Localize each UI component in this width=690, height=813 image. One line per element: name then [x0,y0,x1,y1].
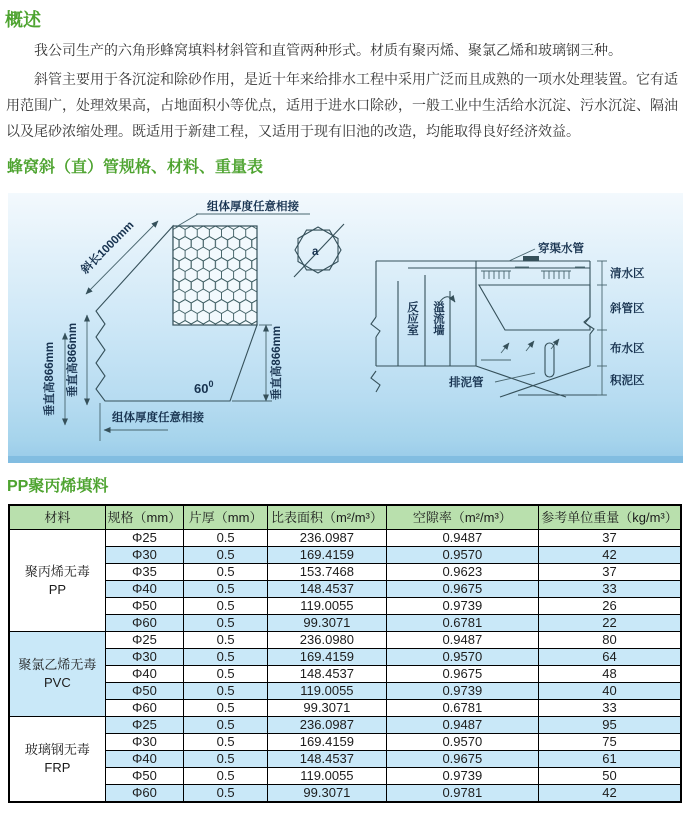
unit-weight-cell: 80 [539,632,681,649]
table-row [9,768,681,785]
perforated-pipes [481,267,585,279]
table-row [9,530,681,547]
zone-label-distribution: 布水区 [610,343,645,355]
unit-weight-cell: 33 [539,700,681,717]
voidage-cell: 0.6781 [386,615,538,632]
vertical-height-left-outer-label: 垂直高866mm [44,341,56,417]
table-header-row [9,505,681,530]
table-row [9,581,681,598]
overview-paragraph-2: 斜管主要用于各沉淀和除砂作用，是近十年来给排水工程中采用广泛而且成熟的一项水处理装置。它有适用范围广，处理效果高，占地面积小等优点，适用于进水口除砂，一般工业中生活给水沉淀、污水沉淀、隔油以及尾砂浓缩处理。既适用于新建工程，又适用于现有旧池的改造，均能取得良好经济效益。 [6,71,678,139]
diagram-panel [8,193,683,463]
spec-table [8,504,682,803]
thickness-cell: 0.5 [184,632,268,649]
surface-area-cell: 119.0055 [268,768,386,785]
unit-weight-cell: 75 [539,734,681,751]
thickness-cell: 0.5 [184,785,268,803]
thickness-cell: 0.5 [184,700,268,717]
surface-area-cell: 119.0055 [268,598,386,615]
voidage-cell: 0.9781 [386,785,538,803]
surface-area-cell: 148.4537 [268,666,386,683]
thickness-cell: 0.5 [184,683,268,700]
table-row [9,615,681,632]
zone-dimension [597,261,607,395]
unit-weight-cell: 42 [539,785,681,803]
voidage-cell: 0.9739 [386,598,538,615]
inclined-tube-zone [479,285,590,330]
material-cell: 聚丙烯无毒 PP [9,530,105,632]
thickness-cell: 0.5 [184,717,268,734]
header-spec: 规格（mm） [105,505,183,530]
flow-arrows [481,339,559,360]
voidage-cell: 0.9487 [386,632,538,649]
angle-label: $60^0$ [194,379,214,396]
table-section-title: PP聚丙烯填料 [7,478,109,495]
table-row [9,649,681,666]
surface-area-cell: 119.0055 [268,683,386,700]
tank-diagram [353,193,683,456]
spec-cell: Φ25 [105,530,183,547]
table-row [9,785,681,803]
overflow-wall-label: 溢流墙 [432,301,444,336]
spec-cell: Φ25 [105,717,183,734]
zone-label-tube: 斜管区 [610,303,645,315]
spec-table-body [9,530,681,803]
voidage-cell: 0.9675 [386,581,538,598]
module-bottom-note: 组体厚度任意相接 [112,412,204,424]
table-row [9,564,681,581]
unit-weight-cell: 64 [539,649,681,666]
unit-weight-cell: 95 [539,717,681,734]
spec-cell: Φ50 [105,768,183,785]
module-top-note: 组体厚度任意相接 [207,201,299,213]
thickness-cell: 0.5 [184,734,268,751]
spec-cell: Φ40 [105,751,183,768]
table-row [9,734,681,751]
sludge-hopper [476,343,606,397]
thickness-cell: 0.5 [184,547,268,564]
unit-weight-cell: 61 [539,751,681,768]
spec-cell: Φ40 [105,581,183,598]
voidage-cell: 0.9675 [386,751,538,768]
surface-area-cell: 236.0987 [268,717,386,734]
spec-cell: Φ40 [105,666,183,683]
thickness-cell: 0.5 [184,615,268,632]
spec-cell: Φ30 [105,547,183,564]
hex-cell-detail [294,224,344,277]
overview-paragraph-1: 我公司生产的六角形蜂窝填料材斜管和直管两种形式。材质有聚丙烯、聚氯乙烯和玻璃钢三种。 [34,42,622,58]
collector-channel [523,256,539,261]
hex-cell-a-label: a [312,246,319,258]
unit-weight-cell: 50 [539,768,681,785]
material-cell: 玻璃钢无毒 FRP [9,717,105,803]
spec-section-title: 蜂窝斜（直）管规格、材料、重量表 [7,159,264,176]
unit-weight-cell: 26 [539,598,681,615]
table-row [9,700,681,717]
voidage-cell: 0.6781 [386,700,538,717]
voidage-cell: 0.9675 [386,666,538,683]
surface-area-cell: 236.0987 [268,530,386,547]
voidage-cell: 0.9623 [386,564,538,581]
unit-weight-cell: 40 [539,683,681,700]
voidage-cell: 0.9570 [386,547,538,564]
surface-area-cell: 99.3071 [268,615,386,632]
zone-label-clear-water: 清水区 [610,268,645,280]
reaction-chamber-label: 反应室 [406,301,418,336]
header-thickness: 片厚（mm） [184,505,268,530]
header-unit-weight: 参考单位重量（kg/m³） [539,505,681,530]
voidage-cell: 0.9570 [386,734,538,751]
table-row [9,751,681,768]
thickness-cell: 0.5 [184,666,268,683]
surface-area-cell: 153.7468 [268,564,386,581]
voidage-cell: 0.9570 [386,649,538,666]
thickness-cell: 0.5 [184,751,268,768]
header-material: 材料 [9,505,105,530]
surface-area-cell: 169.4159 [268,734,386,751]
spec-cell: Φ50 [105,598,183,615]
sludge-pipe-label: 排泥管 [449,377,484,389]
spec-cell: Φ60 [105,700,183,717]
table-row [9,598,681,615]
module-diagram [8,193,353,456]
channel-pipe-label: 穿渠水管 [538,243,584,255]
header-voidage: 空隙率（m²/m³） [386,505,538,530]
thickness-cell: 0.5 [184,649,268,666]
spec-cell: Φ60 [105,615,183,632]
spec-cell: Φ25 [105,632,183,649]
vertical-height-right-label: 垂直高866mm [271,325,283,401]
surface-area-cell: 148.4537 [268,581,386,598]
table-row [9,666,681,683]
tank-walls [371,261,594,392]
zone-label-sludge: 积泥区 [610,375,645,387]
unit-weight-cell: 22 [539,615,681,632]
surface-area-cell: 236.0980 [268,632,386,649]
slant-length-label: 斜长1000mm [79,219,137,277]
thickness-cell: 0.5 [184,768,268,785]
table-row [9,632,681,649]
surface-area-cell: 169.4159 [268,649,386,666]
voidage-cell: 0.9487 [386,717,538,734]
unit-weight-cell: 33 [539,581,681,598]
spec-cell: Φ60 [105,785,183,803]
surface-area-cell: 169.4159 [268,547,386,564]
vertical-height-left-inner-label: 垂直高866mm [67,322,79,398]
overview-title: 概述 [5,10,41,30]
unit-weight-cell: 37 [539,564,681,581]
material-cell: 聚氯乙烯无毒 PVC [9,632,105,717]
spec-cell: Φ30 [105,649,183,666]
table-row [9,547,681,564]
unit-weight-cell: 37 [539,530,681,547]
thickness-cell: 0.5 [184,564,268,581]
spec-cell: Φ30 [105,734,183,751]
unit-weight-cell: 48 [539,666,681,683]
thickness-cell: 0.5 [184,530,268,547]
header-surface-area: 比表面积（m²/m³） [268,505,386,530]
spec-cell: Φ35 [105,564,183,581]
surface-area-cell: 99.3071 [268,700,386,717]
thickness-cell: 0.5 [184,581,268,598]
surface-area-cell: 99.3071 [268,785,386,803]
voidage-cell: 0.9487 [386,530,538,547]
thickness-cell: 0.5 [184,598,268,615]
spec-cell: Φ50 [105,683,183,700]
voidage-cell: 0.9739 [386,683,538,700]
surface-area-cell: 148.4537 [268,751,386,768]
honeycomb-face [173,226,257,325]
unit-weight-cell: 42 [539,547,681,564]
table-row [9,683,681,700]
voidage-cell: 0.9739 [386,768,538,785]
table-row [9,717,681,734]
